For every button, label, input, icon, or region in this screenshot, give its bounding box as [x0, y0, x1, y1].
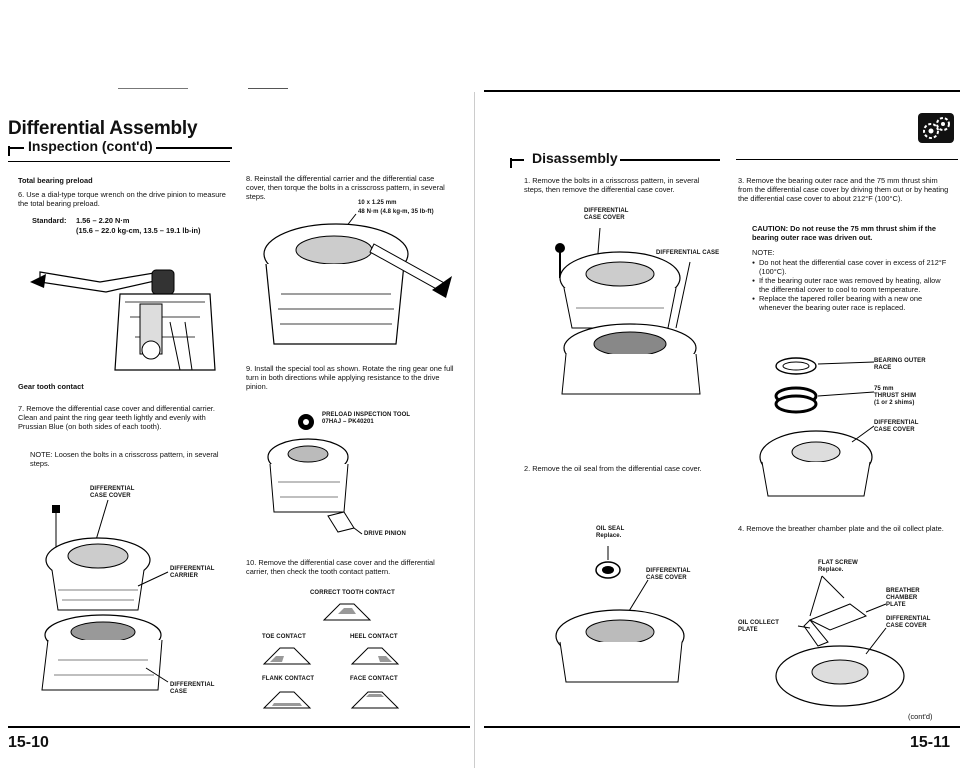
label-diff-case-cover: DIFFERENTIAL CASE COVER — [90, 486, 135, 499]
continued-label: (cont'd) — [908, 712, 933, 721]
label-heel-contact: HEEL CONTACT — [350, 634, 398, 640]
page-gutter — [474, 92, 475, 768]
note-item: ● Do not heat the differential case cover in excess of 212°F (100°C). — [752, 258, 952, 276]
label-toe-contact: TOE CONTACT — [262, 634, 306, 640]
label-diff-carrier: DIFFERENTIAL CARRIER — [170, 566, 215, 579]
column-top-rule-r — [736, 159, 958, 160]
step-1-text: 1. Remove the bolts in a crisscross pattern, in several steps, then remove the differential case cover. — [524, 176, 700, 194]
subtitle-rule-r-right — [620, 159, 720, 161]
footer-rule-right — [484, 726, 960, 728]
footer-rule-left — [8, 726, 470, 728]
preload-tool-figure — [258, 412, 368, 542]
label-fig3-cover: DIFFERENTIAL CASE COVER — [874, 420, 919, 433]
torque-wrench-figure — [20, 242, 220, 372]
note-heading: NOTE: — [752, 248, 775, 257]
section-heading-gear-contact: Gear tooth contact — [18, 382, 84, 391]
carrier-reinstall-figure — [246, 214, 456, 354]
note-item: ● If the bearing outer race was removed by heating, allow the differential cover to cool to room temperature. — [752, 276, 952, 294]
header-rule-right — [484, 90, 960, 92]
page-number-left: 15-10 — [8, 734, 49, 751]
subtitle-rule-right — [156, 147, 232, 149]
step-6-text: 6. Use a dial-type torque wrench on the drive pinion to measure the total bearing preload. — [18, 190, 226, 208]
label-fig1-cover: DIFFERENTIAL CASE COVER — [584, 208, 629, 221]
subtitle-rule-r-left — [510, 159, 524, 161]
label-oil-collect-plate: OIL COLLECT PLATE — [738, 620, 779, 633]
standard-label: Standard: — [32, 216, 67, 225]
step-8-text: 8. Reinstall the differential carrier and the differential case cover, then torque the bolts in a crisscross pattern, in several steps. — [246, 174, 445, 201]
page-title: Differential Assembly — [8, 118, 198, 139]
notes-list — [752, 258, 952, 312]
label-diff-case: DIFFERENTIAL CASE — [170, 682, 215, 695]
label-fig2-cover: DIFFERENTIAL CASE COVER — [646, 568, 691, 581]
label-face-contact: FACE CONTACT — [350, 676, 398, 682]
label-drive-pinion: DRIVE PINION — [364, 531, 406, 537]
torque-spec-2: 48 N·m (4.8 kg-m, 35 lb-ft) — [358, 209, 434, 215]
label-correct-contact: CORRECT TOOTH CONTACT — [310, 590, 395, 596]
step-4-text: 4. Remove the breather chamber plate and the oil collect plate. — [738, 524, 944, 533]
note-item: ● Replace the tapered roller bearing with a new one whenever the bearing outer race is replaced. — [752, 294, 952, 312]
breather-plate-figure — [770, 576, 910, 716]
column-top-rule — [8, 161, 230, 162]
scan-mark — [248, 88, 288, 89]
differential-exploded-figure — [28, 500, 178, 705]
gear-section-icon — [918, 113, 954, 143]
label-flank-contact: FLANK CONTACT — [262, 676, 315, 682]
section-subtitle-disassembly: Disassembly — [532, 150, 618, 166]
step-10-text: 10. Remove the differential case cover and the differential carrier, then check the tooth contact pattern. — [246, 558, 435, 576]
label-breather-plate: BREATHER CHAMBER PLATE — [886, 588, 920, 608]
standard-value-2: (15.6 – 22.0 kg-cm, 13.5 – 19.1 lb-in) — [76, 226, 201, 235]
section-subtitle: Inspection (cont'd) — [28, 138, 153, 154]
label-thrust-shim: 75 mm THRUST SHIM (1 or 2 shims) — [874, 386, 917, 406]
section-heading-preload: Total bearing preload — [18, 176, 93, 185]
heel-contact-diagram — [350, 644, 400, 666]
step-3-text: 3. Remove the bearing outer race and the 75 mm thrust shim from the differential case cover by driving them out or by heating the differential case cover to about 212°F (100°C). — [738, 176, 949, 203]
page-number-right: 15-11 — [910, 734, 951, 751]
label-fig4-cover: DIFFERENTIAL CASE COVER — [886, 616, 931, 629]
standard-value-1: 1.56 – 2.20 N·m — [76, 216, 130, 225]
flank-contact-diagram — [262, 688, 312, 710]
label-oil-seal: OIL SEAL Replace. — [596, 526, 625, 539]
oil-seal-figure — [550, 546, 700, 686]
subtitle-rule-left — [8, 147, 24, 149]
step-9-text: 9. Install the special tool as shown. Rotate the ring gear one full turn in both directions while applying resistance to the drive pinion. — [246, 364, 454, 391]
case-cover-removal-figure — [540, 218, 720, 398]
label-flat-screw: FLAT SCREW Replace. — [818, 560, 858, 573]
scan-mark — [118, 88, 188, 89]
toe-contact-diagram — [262, 644, 312, 666]
torque-spec-1: 10 x 1.25 mm — [358, 200, 397, 206]
step-2-text: 2. Remove the oil seal from the differential case cover. — [524, 464, 702, 473]
label-preload-tool: PRELOAD INSPECTION TOOL 07HAJ – PK40201 — [322, 412, 411, 425]
correct-contact-diagram — [322, 600, 372, 622]
step-7-text: 7. Remove the differential case cover and differential carrier. Clean and paint the ring gear teeth lightly and evenly with Prussian Blue (on both sides of each tooth). — [18, 404, 215, 431]
bearing-race-figure — [756, 352, 876, 500]
face-contact-diagram — [350, 688, 400, 710]
label-bearing-race: BEARING OUTER RACE — [874, 358, 926, 371]
caution-text: CAUTION: Do not reuse the 75 mm thrust shim if the bearing outer race was driven out. — [752, 224, 936, 242]
label-fig1-case: DIFFERENTIAL CASE — [656, 250, 720, 256]
step-7-note: NOTE: Loosen the bolts in a crisscross pattern, in several steps. — [30, 450, 219, 468]
